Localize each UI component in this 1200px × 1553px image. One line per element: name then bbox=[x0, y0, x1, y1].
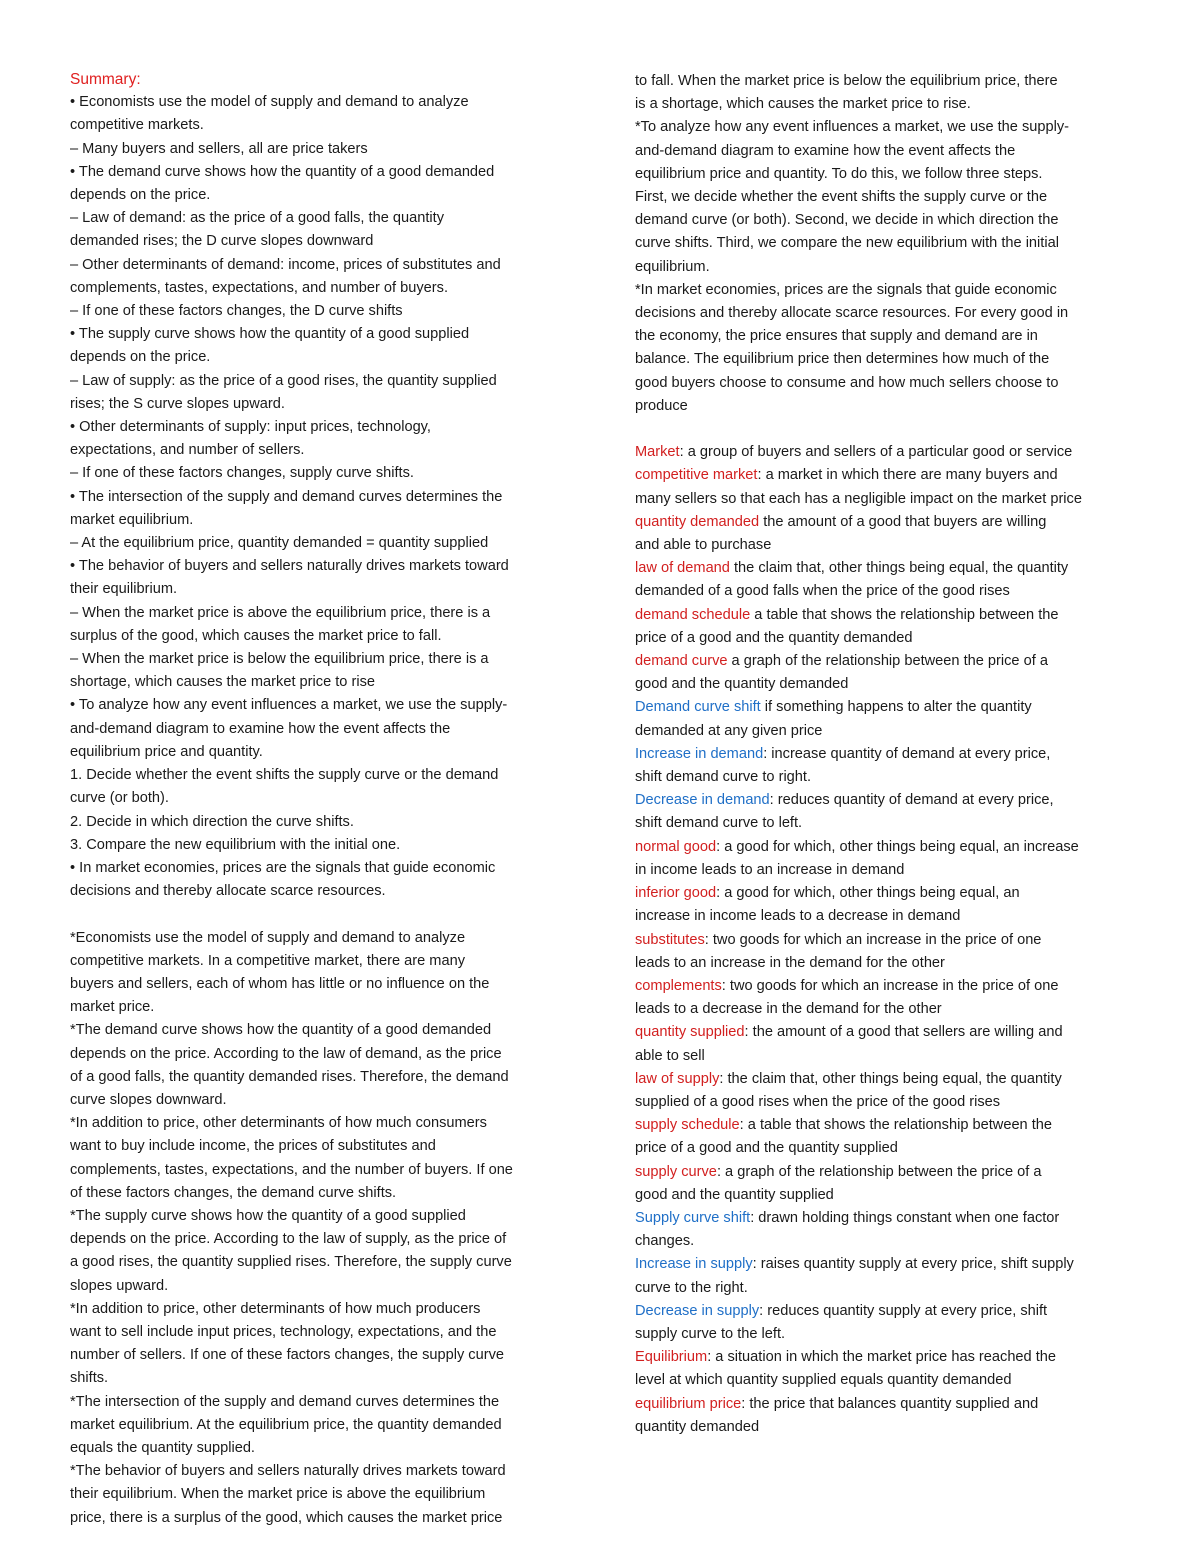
text-line: of these factors changes, the demand curve shifts. bbox=[70, 1184, 397, 1201]
definition-text: the amount of a good that buyers are willing bbox=[759, 513, 1047, 530]
definition-entry bbox=[635, 975, 1135, 1021]
text-line: surplus of the good, which causes the market price to fall. bbox=[70, 627, 442, 644]
text-line: complements, tastes, expectations, and number of buyers. bbox=[70, 279, 449, 296]
text-line: 1. Decide whether the event shifts the supply curve or the demand bbox=[70, 767, 499, 784]
definition-text: : a good for which, other things being equal, an increase bbox=[716, 838, 1079, 855]
text-line: • Economists use the model of supply and demand to analyze bbox=[70, 94, 469, 111]
definition-text: : two goods for which an increase in the price of one bbox=[704, 931, 1042, 948]
definition-term: substitutes bbox=[635, 931, 705, 948]
text-line: *In addition to price, other determinants of how much consumers bbox=[70, 1115, 487, 1132]
text-line: • In market economies, prices are the signals that guide economic bbox=[70, 859, 496, 876]
definition-first-line bbox=[635, 604, 1135, 627]
definition-term: Increase in demand bbox=[635, 745, 764, 762]
text-line: *The intersection of the supply and demand curves determines the bbox=[70, 1393, 500, 1410]
definition-entry bbox=[635, 557, 1135, 603]
definition-entry bbox=[635, 929, 1135, 975]
definition-entry bbox=[635, 1300, 1135, 1346]
text-line: depends on the price. bbox=[70, 349, 211, 366]
text-line: competitive markets. In a competitive market, there are many bbox=[70, 952, 465, 969]
definition-term: demand schedule bbox=[635, 606, 751, 623]
text-line: – Other determinants of demand: income, prices of substitutes and bbox=[70, 256, 501, 273]
definition-first-line bbox=[635, 511, 1135, 534]
definition-first-line bbox=[635, 1393, 1135, 1416]
text-line: • The demand curve shows how the quantity of a good demanded bbox=[70, 163, 495, 180]
text-line: shifts. bbox=[70, 1370, 109, 1387]
definition-continuation: many sellers so that each has a negligible impact on the market price bbox=[635, 490, 1082, 507]
definition-continuation: supplied of a good rises when the price of the good rises bbox=[635, 1093, 1001, 1110]
text-line: and-demand diagram to examine how the event affects the bbox=[635, 142, 1016, 159]
definition-text: : a table that shows the relationship between the bbox=[739, 1117, 1053, 1134]
definition-first-line bbox=[635, 1346, 1135, 1369]
definition-continuation: good and the quantity demanded bbox=[635, 676, 849, 693]
text-line: their equilibrium. When the market price is above the equilibrium bbox=[70, 1486, 486, 1503]
text-line: depends on the price. According to the law of supply, as the price of bbox=[70, 1231, 507, 1248]
definition-text: if something happens to alter the quantity bbox=[760, 699, 1032, 716]
definition-continuation: level at which quantity supplied equals quantity demanded bbox=[635, 1372, 1012, 1389]
definition-term: Equilibrium bbox=[635, 1349, 708, 1366]
definition-continuation: price of a good and the quantity demanded bbox=[635, 629, 913, 646]
text-line: decisions and thereby allocate scarce resources. For every good in bbox=[635, 305, 1069, 322]
definition-continuation: leads to a decrease in the demand for the other bbox=[635, 1001, 942, 1018]
text-line: depends on the price. According to the law of demand, as the price bbox=[70, 1045, 502, 1062]
text-line: – When the market price is above the equilibrium price, there is a bbox=[70, 604, 491, 621]
text-line: *To analyze how any event influences a market, we use the supply- bbox=[635, 119, 1069, 136]
definition-entry bbox=[635, 464, 1135, 510]
definition-term: Decrease in supply bbox=[635, 1302, 760, 1319]
definition-continuation: demanded at any given price bbox=[635, 722, 823, 739]
definition-entry bbox=[635, 1253, 1135, 1299]
text-line: – At the equilibrium price, quantity demanded = quantity supplied bbox=[70, 535, 489, 552]
text-line: *Economists use the model of supply and demand to analyze bbox=[70, 929, 466, 946]
definition-entry bbox=[635, 1114, 1135, 1160]
definition-first-line bbox=[635, 1300, 1135, 1323]
text-line: *The supply curve shows how the quantity of a good supplied bbox=[70, 1207, 466, 1224]
definition-continuation: demanded of a good falls when the price of the good rises bbox=[635, 583, 1010, 600]
text-line: shortage, which causes the market price to rise bbox=[70, 674, 375, 691]
text-line: a good rises, the quantity supplied rises. Therefore, the supply curve bbox=[70, 1254, 512, 1271]
definition-entry bbox=[635, 882, 1135, 928]
definition-first-line bbox=[635, 975, 1135, 998]
definition-term: quantity supplied bbox=[635, 1024, 745, 1041]
definition-first-line bbox=[635, 836, 1135, 859]
definition-entry bbox=[635, 1161, 1135, 1207]
text-line: slopes upward. bbox=[70, 1277, 169, 1294]
definition-first-line bbox=[635, 929, 1135, 952]
text-line: produce bbox=[635, 397, 688, 414]
text-line: buyers and sellers, each of whom has little or no influence on the bbox=[70, 975, 490, 992]
definition-first-line bbox=[635, 1068, 1135, 1091]
definition-continuation: and able to purchase bbox=[635, 537, 772, 554]
glossary bbox=[635, 441, 1135, 1439]
definition-term: complements bbox=[635, 977, 722, 994]
right-column-intro bbox=[635, 70, 1135, 418]
text-line: to fall. When the market price is below the equilibrium price, there bbox=[635, 73, 1058, 89]
text-line: – Law of demand: as the price of a good falls, the quantity bbox=[70, 210, 445, 227]
text-line: competitive markets. bbox=[70, 117, 204, 134]
definition-term: quantity demanded bbox=[635, 513, 760, 530]
definition-term: law of supply bbox=[635, 1070, 720, 1087]
definition-text: : reduces quantity of demand at every price, bbox=[769, 792, 1054, 809]
definition-term: Supply curve shift bbox=[635, 1209, 751, 1226]
definition-continuation: curve to the right. bbox=[635, 1279, 748, 1296]
definition-text: : a graph of the relationship between the price of a bbox=[716, 1163, 1042, 1180]
text-line: First, we decide whether the event shifts the supply curve or the bbox=[635, 189, 1048, 206]
text-line: – Law of supply: as the price of a good rises, the quantity supplied bbox=[70, 372, 497, 389]
definition-continuation: shift demand curve to left. bbox=[635, 815, 803, 832]
summary-title: Summary: bbox=[70, 71, 141, 88]
definition-text: : drawn holding things constant when one factor bbox=[750, 1209, 1060, 1226]
definition-text: : raises quantity supply at every price, shift supply bbox=[752, 1256, 1074, 1273]
text-line: price, there is a surplus of the good, which causes the market price bbox=[70, 1509, 503, 1526]
definition-text: : a good for which, other things being equal, an bbox=[716, 885, 1020, 902]
text-line: *In addition to price, other determinants of how much producers bbox=[70, 1300, 481, 1317]
definition-first-line bbox=[635, 650, 1135, 673]
definition-entry bbox=[635, 789, 1135, 835]
text-line: • To analyze how any event influences a market, we use the supply- bbox=[70, 697, 508, 714]
text-line: decisions and thereby allocate scarce resources. bbox=[70, 883, 386, 900]
definition-text: : two goods for which an increase in the price of one bbox=[721, 977, 1059, 994]
definition-continuation: increase in income leads to a decrease in demand bbox=[635, 908, 961, 925]
definition-first-line bbox=[635, 1207, 1135, 1230]
definition-term: Increase in supply bbox=[635, 1256, 753, 1273]
definition-term: supply curve bbox=[635, 1163, 717, 1180]
definition-term: equilibrium price bbox=[635, 1395, 742, 1412]
definition-term: Market bbox=[635, 444, 680, 461]
definition-first-line bbox=[635, 789, 1135, 812]
text-line: market equilibrium. bbox=[70, 511, 194, 528]
definition-entry bbox=[635, 441, 1135, 464]
text-line: want to sell include input prices, technology, expectations, and the bbox=[70, 1323, 497, 1340]
text-line: their equilibrium. bbox=[70, 581, 178, 598]
definition-text: : reduces quantity supply at every price, shift bbox=[759, 1302, 1048, 1319]
text-line: *The behavior of buyers and sellers naturally drives markets toward bbox=[70, 1463, 506, 1480]
definition-first-line bbox=[635, 882, 1135, 905]
definition-first-line bbox=[635, 1114, 1135, 1137]
text-line: number of sellers. If one of these factors changes, the supply curve bbox=[70, 1347, 504, 1364]
definition-first-line bbox=[635, 1253, 1135, 1276]
definition-text: a table that shows the relationship between the bbox=[750, 606, 1059, 623]
text-line: curve (or both). bbox=[70, 790, 169, 807]
text-line: equals the quantity supplied. bbox=[70, 1439, 255, 1456]
text-line: – When the market price is below the equilibrium price, there is a bbox=[70, 651, 489, 668]
text-line: market equilibrium. At the equilibrium price, the quantity demanded bbox=[70, 1416, 502, 1433]
text-line: complements, tastes, expectations, and the number of buyers. If one bbox=[70, 1161, 513, 1178]
definition-continuation: leads to an increase in the demand for the other bbox=[635, 954, 945, 971]
text-line: • Other determinants of supply: input prices, technology, bbox=[70, 419, 431, 436]
text-line: and-demand diagram to examine how the event affects the bbox=[70, 720, 451, 737]
text-line: – If one of these factors changes, supply curve shifts. bbox=[70, 465, 414, 482]
definition-entry bbox=[635, 650, 1135, 696]
definition-first-line bbox=[635, 557, 1135, 580]
text-line: is a shortage, which causes the market price to rise. bbox=[635, 96, 971, 113]
text-line: balance. The equilibrium price then determines how much of the bbox=[635, 351, 1050, 368]
definition-continuation: good and the quantity supplied bbox=[635, 1186, 834, 1203]
text-line: – Many buyers and sellers, all are price takers bbox=[70, 140, 368, 157]
text-line: curve shifts. Third, we compare the new equilibrium with the initial bbox=[635, 235, 1059, 252]
definition-entry bbox=[635, 743, 1135, 789]
text-line: *In market economies, prices are the signals that guide economic bbox=[635, 281, 1057, 298]
definition-entry bbox=[635, 1207, 1135, 1253]
definition-term: Demand curve shift bbox=[635, 699, 761, 716]
definition-entry bbox=[635, 1393, 1135, 1439]
text-line: demanded rises; the D curve slopes downward bbox=[70, 233, 374, 250]
definition-first-line bbox=[635, 1021, 1135, 1044]
text-line: want to buy include income, the prices of substitutes and bbox=[70, 1138, 436, 1155]
definition-term: Decrease in demand bbox=[635, 792, 770, 809]
definition-entry bbox=[635, 1021, 1135, 1067]
text-line: 3. Compare the new equilibrium with the initial one. bbox=[70, 836, 401, 853]
definition-term: normal good bbox=[635, 838, 717, 855]
text-line: demand curve (or both). Second, we decide in which direction the bbox=[635, 212, 1059, 229]
definition-text: : the price that balances quantity supplied and bbox=[741, 1395, 1039, 1412]
definition-entry bbox=[635, 604, 1135, 650]
definition-text: : the claim that, other things being equal, the quantity bbox=[719, 1070, 1062, 1087]
definition-term: inferior good bbox=[635, 885, 717, 902]
definition-continuation: in income leads to an increase in demand bbox=[635, 861, 905, 878]
definition-entry bbox=[635, 1068, 1135, 1114]
definition-continuation: supply curve to the left. bbox=[635, 1325, 786, 1342]
definition-first-line bbox=[635, 441, 1135, 464]
definition-first-line bbox=[635, 743, 1135, 766]
text-line: equilibrium price and quantity. bbox=[70, 743, 263, 760]
definition-entry bbox=[635, 696, 1135, 742]
definition-continuation: quantity demanded bbox=[635, 1418, 760, 1435]
text-line: – If one of these factors changes, the D curve shifts bbox=[70, 303, 403, 320]
text-line: curve slopes downward. bbox=[70, 1091, 227, 1108]
definition-entry bbox=[635, 836, 1135, 882]
text-line: equilibrium price and quantity. To do this, we follow three steps. bbox=[635, 165, 1043, 182]
definition-text: : increase quantity of demand at every price, bbox=[763, 745, 1051, 762]
text-line: • The intersection of the supply and demand curves determines the bbox=[70, 488, 503, 505]
paragraph-spacer bbox=[70, 903, 572, 926]
definition-term: law of demand bbox=[635, 560, 730, 577]
definition-term: supply schedule bbox=[635, 1117, 740, 1134]
definition-term: competitive market bbox=[635, 467, 758, 484]
text-line: • The behavior of buyers and sellers naturally drives markets toward bbox=[70, 558, 509, 575]
definition-continuation: changes. bbox=[635, 1233, 695, 1250]
definition-entry bbox=[635, 511, 1135, 557]
definition-continuation: shift demand curve to right. bbox=[635, 769, 812, 786]
text-line: expectations, and number of sellers. bbox=[70, 442, 305, 459]
definition-text: : a market in which there are many buyers and bbox=[757, 467, 1058, 484]
definition-text: a graph of the relationship between the price of a bbox=[727, 653, 1048, 670]
definition-text: : the amount of a good that sellers are willing and bbox=[744, 1024, 1063, 1041]
text-line: market price. bbox=[70, 999, 155, 1016]
text-line: equilibrium. bbox=[635, 258, 710, 275]
definition-continuation: able to sell bbox=[635, 1047, 705, 1064]
definition-continuation: price of a good and the quantity supplied bbox=[635, 1140, 898, 1157]
left-column bbox=[70, 68, 572, 1530]
text-line: *The demand curve shows how the quantity of a good demanded bbox=[70, 1022, 492, 1039]
section-spacer bbox=[635, 418, 1135, 441]
text-line: rises; the S curve slopes upward. bbox=[70, 395, 285, 412]
text-line: good buyers choose to consume and how much sellers choose to bbox=[635, 374, 1059, 391]
definition-first-line bbox=[635, 464, 1135, 487]
definition-first-line bbox=[635, 1161, 1135, 1184]
definition-first-line bbox=[635, 696, 1135, 719]
definition-entry bbox=[635, 1346, 1135, 1392]
left-column-text bbox=[70, 91, 572, 1530]
text-line: depends on the price. bbox=[70, 187, 211, 204]
text-line: the economy, the price ensures that supply and demand are in bbox=[635, 328, 1038, 345]
definition-text: : a group of buyers and sellers of a particular good or service bbox=[679, 444, 1073, 461]
definition-term: demand curve bbox=[635, 653, 728, 670]
right-column bbox=[635, 70, 1135, 1439]
definition-text: the claim that, other things being equal, the quantity bbox=[729, 560, 1069, 577]
text-line: of a good falls, the quantity demanded rises. Therefore, the demand bbox=[70, 1068, 509, 1085]
definition-text: : a situation in which the market price has reached the bbox=[707, 1349, 1057, 1366]
text-line: • The supply curve shows how the quantity of a good supplied bbox=[70, 326, 470, 343]
text-line: 2. Decide in which direction the curve shifts. bbox=[70, 813, 354, 830]
